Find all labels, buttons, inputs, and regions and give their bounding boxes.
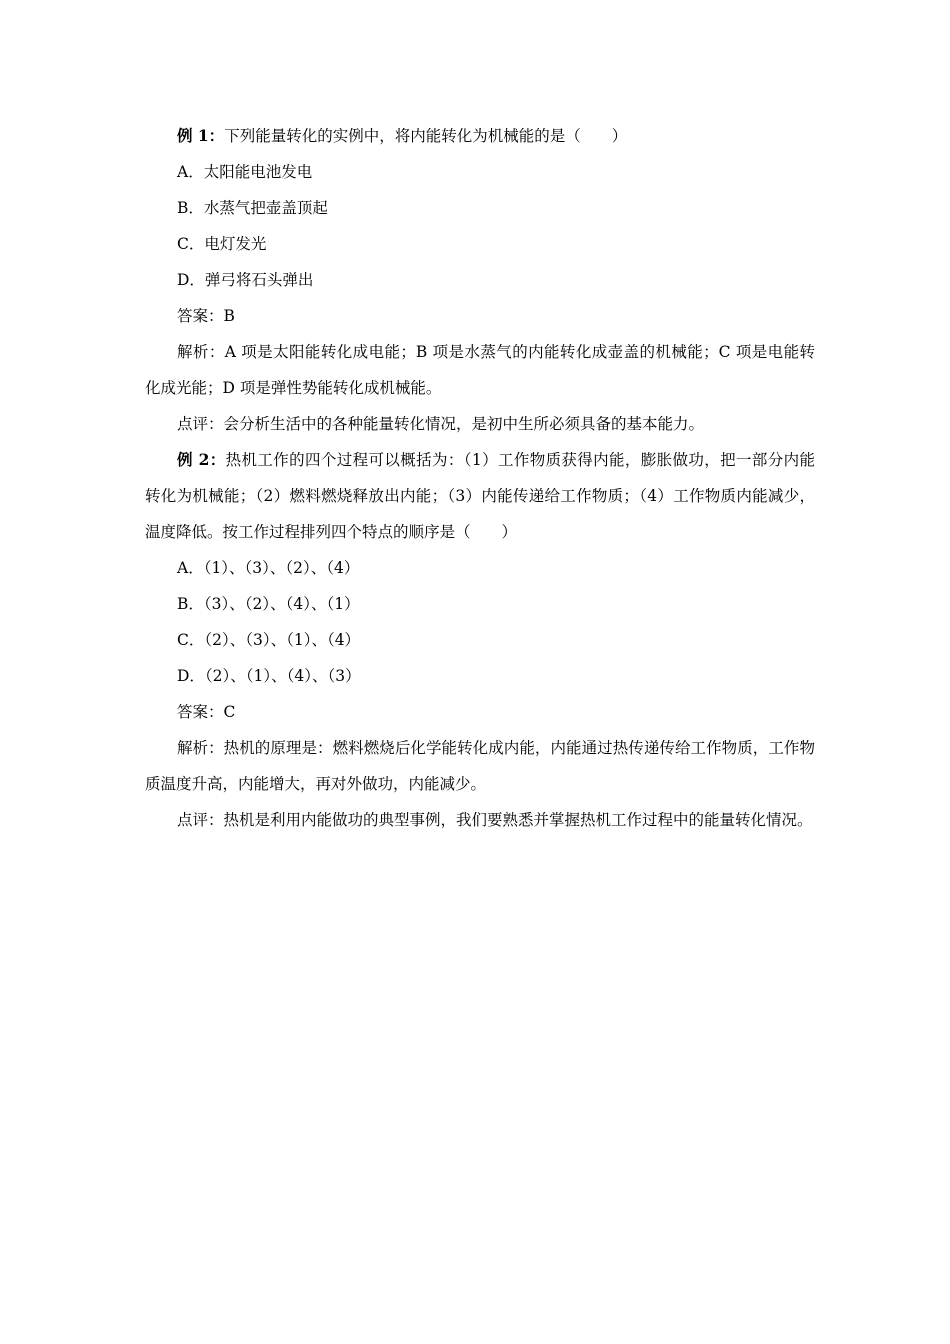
example1-question xyxy=(145,122,815,158)
example2-option-b: B．（3）、（2）、（4）、（1） xyxy=(177,595,360,613)
example2-question xyxy=(145,442,815,550)
example1-option-d: D．弹弓将石头弹出 xyxy=(177,271,314,289)
example2-answer: 答案：C xyxy=(177,703,236,721)
document-content xyxy=(145,122,815,842)
example2-comment: 点评：热机是利用内能做功的典型事例，我们要熟悉并掌握热机工作过程中的能量转化情况。 xyxy=(177,811,813,829)
example2-option-c: C．（2）、（3）、（1）、（4） xyxy=(177,631,361,649)
example1-label: 例 1： xyxy=(177,126,225,145)
example2-option-a: A．（1）、（3）、（2）、（4） xyxy=(177,559,360,577)
example1-comment: 点评：会分析生活中的各种能量转化情况，是初中生所必须具备的基本能力。 xyxy=(177,415,705,433)
example2-question-text: 热机工作的四个过程可以概括为：（1）工作物质获得内能，膨胀做功，把一部分内能转化为机械能；（2）燃料燃烧释放出内能；（3）内能传递给工作物质；（4）工作物质内能减少，温度降低。按工作过程排列四个特点的顺序是（ ） xyxy=(145,451,815,541)
example1-option-b: B．水蒸气把壶盖顶起 xyxy=(177,199,328,217)
example1-question-text: 下列能量转化的实例中，将内能转化为机械能的是（ ） xyxy=(224,127,628,145)
example1-option-c: C．电灯发光 xyxy=(177,235,267,253)
example1-answer: 答案：B xyxy=(177,307,235,325)
example1-analysis: 解析：A 项是太阳能转化成电能；B 项是水蒸气的内能转化成壶盖的机械能；C 项是电能转化成光能；D 项是弹性势能转化成机械能。 xyxy=(145,343,815,397)
example1-option-a: A．太阳能电池发电 xyxy=(177,163,313,181)
example2-option-d: D．（2）、（1）、（4）、（3） xyxy=(177,667,361,685)
example2-analysis: 解析：热机的原理是：燃料燃烧后化学能转化成内能，内能通过热传递传给工作物质，工作物质温度升高，内能增大，再对外做功，内能减少。 xyxy=(145,739,815,793)
example2-label: 例 2： xyxy=(177,450,226,469)
